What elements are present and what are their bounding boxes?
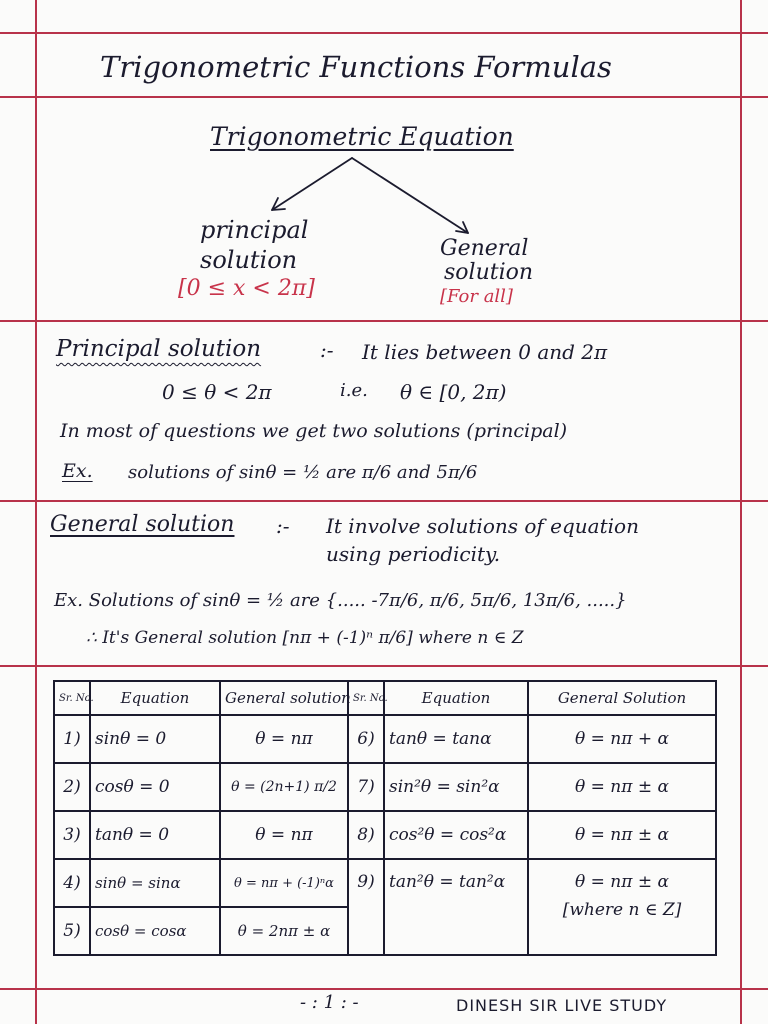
row8-equation: cos²θ = cos²α (384, 811, 528, 859)
rule-general (0, 665, 768, 667)
diagram-left-line1: principal (200, 216, 309, 244)
row5-equation: cosθ = cosα (90, 907, 220, 955)
row9-sr: 9) (348, 859, 384, 955)
table-row (54, 763, 716, 811)
principal-range-b: θ ∈ [0, 2π) (400, 380, 507, 404)
row7-sr: 7) (348, 763, 384, 811)
row8-solution: θ = nπ ± α (528, 811, 716, 859)
row1-equation: sinθ = 0 (90, 715, 220, 763)
row4-sr: 4) (54, 859, 90, 907)
table-row (54, 811, 716, 859)
row9-solution: θ = nπ ± α (575, 872, 669, 892)
row3-equation: tanθ = 0 (90, 811, 220, 859)
row8-sr: 8) (348, 811, 384, 859)
formula-table (53, 680, 717, 956)
left-arrow (272, 158, 352, 210)
header-solution-right: General Solution (528, 681, 716, 715)
row9-note: [where n ∈ Z] (562, 900, 682, 920)
diagram-right-line2: solution (444, 260, 534, 285)
rule-principal (0, 500, 768, 502)
rule-table (0, 988, 768, 990)
row3-solution: θ = nπ (220, 811, 348, 859)
principal-note: In most of questions we get two solutions (principal) (60, 420, 568, 442)
diagram-right-range: [For all] (440, 286, 513, 307)
page-number: - : 1 : - (300, 992, 359, 1013)
principal-ex-text: solutions of sinθ = ½ are π/6 and 5π/6 (128, 462, 478, 483)
row3-sr: 3) (54, 811, 90, 859)
row1-solution: θ = nπ (220, 715, 348, 763)
header-equation-right: Equation (384, 681, 528, 715)
row7-solution: θ = nπ ± α (528, 763, 716, 811)
general-ex-text: Ex. Solutions of sinθ = ½ are {..... -7π/6, π/6, 5π/6, 13π/6, .....} (54, 590, 627, 611)
row5-solution: θ = 2nπ ± α (220, 907, 348, 955)
table-row (54, 715, 716, 763)
diagram-left-line2: solution (200, 246, 298, 274)
principal-range-a: 0 ≤ θ < 2π (162, 380, 272, 404)
table-row (54, 859, 716, 907)
principal-colon: :- (320, 338, 334, 362)
principal-range-ie: i.e. (340, 380, 368, 401)
principal-heading: Principal solution (56, 336, 262, 362)
row6-sr: 6) (348, 715, 384, 763)
general-heading: General solution (50, 512, 235, 537)
row6-solution: θ = nπ + α (528, 715, 716, 763)
header-sr-right: Sr. No. (348, 681, 384, 715)
diagram-root: Trigonometric Equation (210, 122, 514, 151)
general-desc-line1: It involve solutions of equation (326, 514, 639, 538)
row7-equation: sin²θ = sin²α (384, 763, 528, 811)
row1-sr: 1) (54, 715, 90, 763)
table-header-row (54, 681, 716, 715)
general-desc-line2: using periodicity. (326, 542, 501, 566)
general-conclusion: ∴ It's General solution [nπ + (-1)ⁿ π/6] where n ∈ Z (86, 628, 524, 648)
row2-equation: cosθ = 0 (90, 763, 220, 811)
page-title: Trigonometric Functions Formulas (100, 50, 612, 84)
header-solution-left: General solution (220, 681, 348, 715)
diagram-arrows (0, 0, 768, 330)
principal-ex-label: Ex. (62, 460, 93, 482)
right-arrow (352, 158, 468, 233)
row2-solution: θ = (2n+1) π/2 (220, 763, 348, 811)
row4-equation: sinθ = sinα (90, 859, 220, 907)
header-equation-left: Equation (90, 681, 220, 715)
general-colon: :- (276, 514, 290, 538)
row9-equation: tan²θ = tan²α (384, 859, 528, 955)
brand-footer: DINESH SIR LIVE STUDY (456, 996, 668, 1015)
row9-solution-cell (528, 859, 716, 955)
header-sr-left: Sr. No. (54, 681, 90, 715)
row4-solution: θ = nπ + (-1)ⁿα (220, 859, 348, 907)
row6-equation: tanθ = tanα (384, 715, 528, 763)
row5-sr: 5) (54, 907, 90, 955)
principal-desc: It lies between 0 and 2π (362, 340, 608, 364)
diagram-left-range: [0 ≤ x < 2π] (178, 276, 315, 301)
diagram-right-line1: General (440, 236, 529, 261)
row2-sr: 2) (54, 763, 90, 811)
